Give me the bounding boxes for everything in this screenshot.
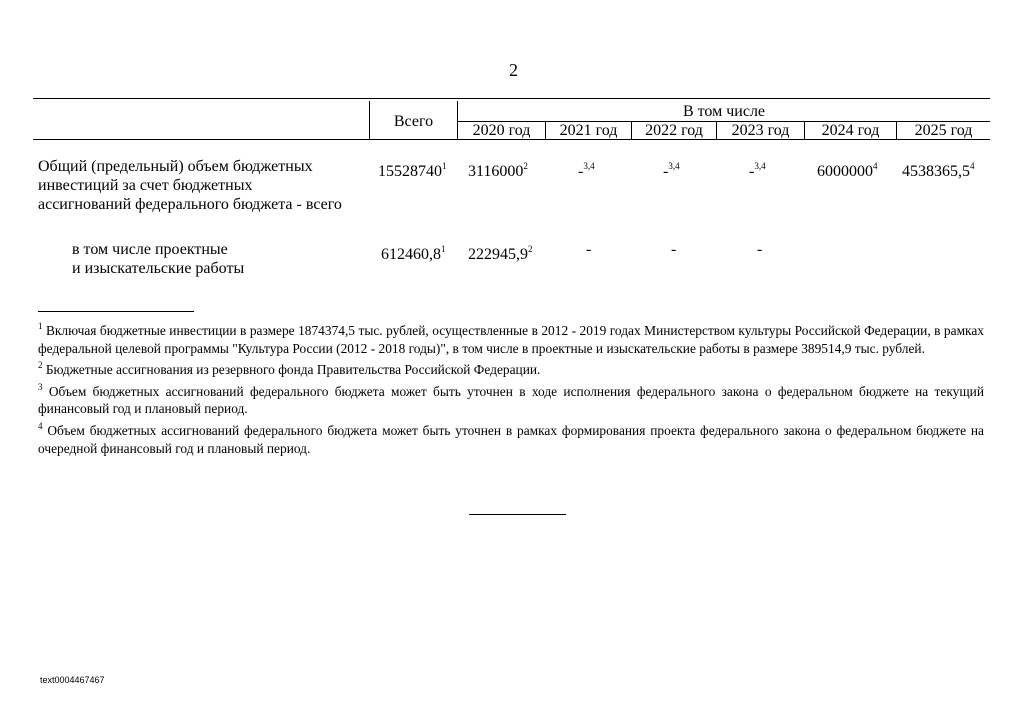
- cell-total: [381, 240, 446, 264]
- footnote-ref: 3,4: [583, 161, 595, 171]
- cell-2024: [817, 157, 878, 181]
- header-year-2020: 2020 год: [472, 122, 531, 139]
- footnote: [38, 418, 984, 457]
- end-rule: [469, 514, 566, 515]
- footnote: [38, 318, 984, 357]
- cell-value: -: [757, 241, 763, 258]
- cell-value: -: [586, 241, 592, 258]
- footnote-ref: 1: [441, 244, 446, 254]
- header-year-2023: 2023 год: [731, 122, 790, 139]
- row-label-total-investments: Общий (предельный) объем бюджетных инвестиций за счет бюджетных ассигнований федерального бюджета - всего: [38, 158, 342, 213]
- cell-value: -: [749, 163, 755, 180]
- cell-value: -: [578, 163, 584, 180]
- cell-2020: [468, 157, 528, 181]
- row-label-line: в том числе проектные: [72, 241, 228, 258]
- header-year-2021: 2021 год: [559, 122, 618, 139]
- cell-2021: [586, 240, 591, 259]
- cell-2021: [578, 157, 595, 181]
- footnote-text: Бюджетные ассигнования из резервного фонда Правительства Российской Федерации.: [45, 362, 541, 378]
- cell-2020: [468, 240, 533, 264]
- footnote-ref: 2: [528, 244, 533, 254]
- cell-value: 6000000: [817, 163, 873, 180]
- footnote-ref: 4: [970, 161, 975, 171]
- footnote: [38, 357, 984, 379]
- header-total: Всего: [393, 113, 434, 130]
- cell-value: 3116000: [468, 163, 524, 180]
- footnote-text: Объем бюджетных ассигнований федерального бюджета может быть уточнен в ходе исполнения федерального закона о федеральном бюджете на текущий финансовый год и плановый период.: [38, 383, 984, 417]
- footnote-ref: 3,4: [754, 161, 766, 171]
- document-code: text0004467467: [40, 675, 105, 685]
- cell-total: [378, 157, 447, 181]
- footnote: [38, 379, 984, 418]
- cell-value: 4538365,5: [902, 163, 970, 180]
- header-year-2024: 2024 год: [821, 122, 880, 139]
- footnote-mark: 3: [38, 381, 43, 392]
- cell-value: -: [663, 163, 669, 180]
- cell-2022: [663, 157, 680, 181]
- cell-value: 15528740: [378, 163, 442, 180]
- footnote-ref: 2: [523, 161, 528, 171]
- footnote-separator: [38, 311, 194, 312]
- footnote-mark: 2: [38, 360, 43, 371]
- cell-2022: [671, 240, 676, 259]
- cell-value: 222945,9: [468, 246, 528, 263]
- cell-2023: [749, 157, 766, 181]
- footnote-text: Объем бюджетных ассигнований федерального бюджета может быть уточнен в рамках формирования проекта федерального закона о федеральном бюджете на очередной финансовый год и плановый период.: [38, 422, 984, 456]
- header-year-2025: 2025 год: [914, 122, 973, 139]
- row-label-design-survey: [72, 240, 352, 278]
- header-including: В том числе: [682, 103, 766, 120]
- cell-value: 612460,8: [381, 246, 441, 263]
- row-label-line: и изыскательские работы: [72, 260, 245, 277]
- footnote-mark: 4: [38, 420, 43, 431]
- footnote-ref: 3,4: [668, 161, 680, 171]
- table-top-rule: [33, 98, 990, 99]
- cell-value: -: [671, 241, 677, 258]
- footnote-mark: 1: [38, 321, 43, 331]
- cell-2025: [902, 157, 975, 181]
- footnote-ref: 1: [442, 161, 447, 171]
- header-year-2022: 2022 год: [645, 122, 703, 139]
- cell-2023: [757, 240, 762, 259]
- footnote-text: Включая бюджетные инвестиции в размере 1874374,5 тыс. рублей, осуществленные в 2012 - 2019 годах Министерством культуры Российской Федерации, в рамках федеральной целевой программы "Культура России (2012 - 2018 годы)", в том числе в проектные и изыскательские работы в размере 389514,9 тыс. рублей.: [38, 323, 984, 356]
- page-number: 2: [509, 60, 518, 80]
- footnotes: [38, 318, 984, 457]
- footnote-ref: 4: [873, 161, 878, 171]
